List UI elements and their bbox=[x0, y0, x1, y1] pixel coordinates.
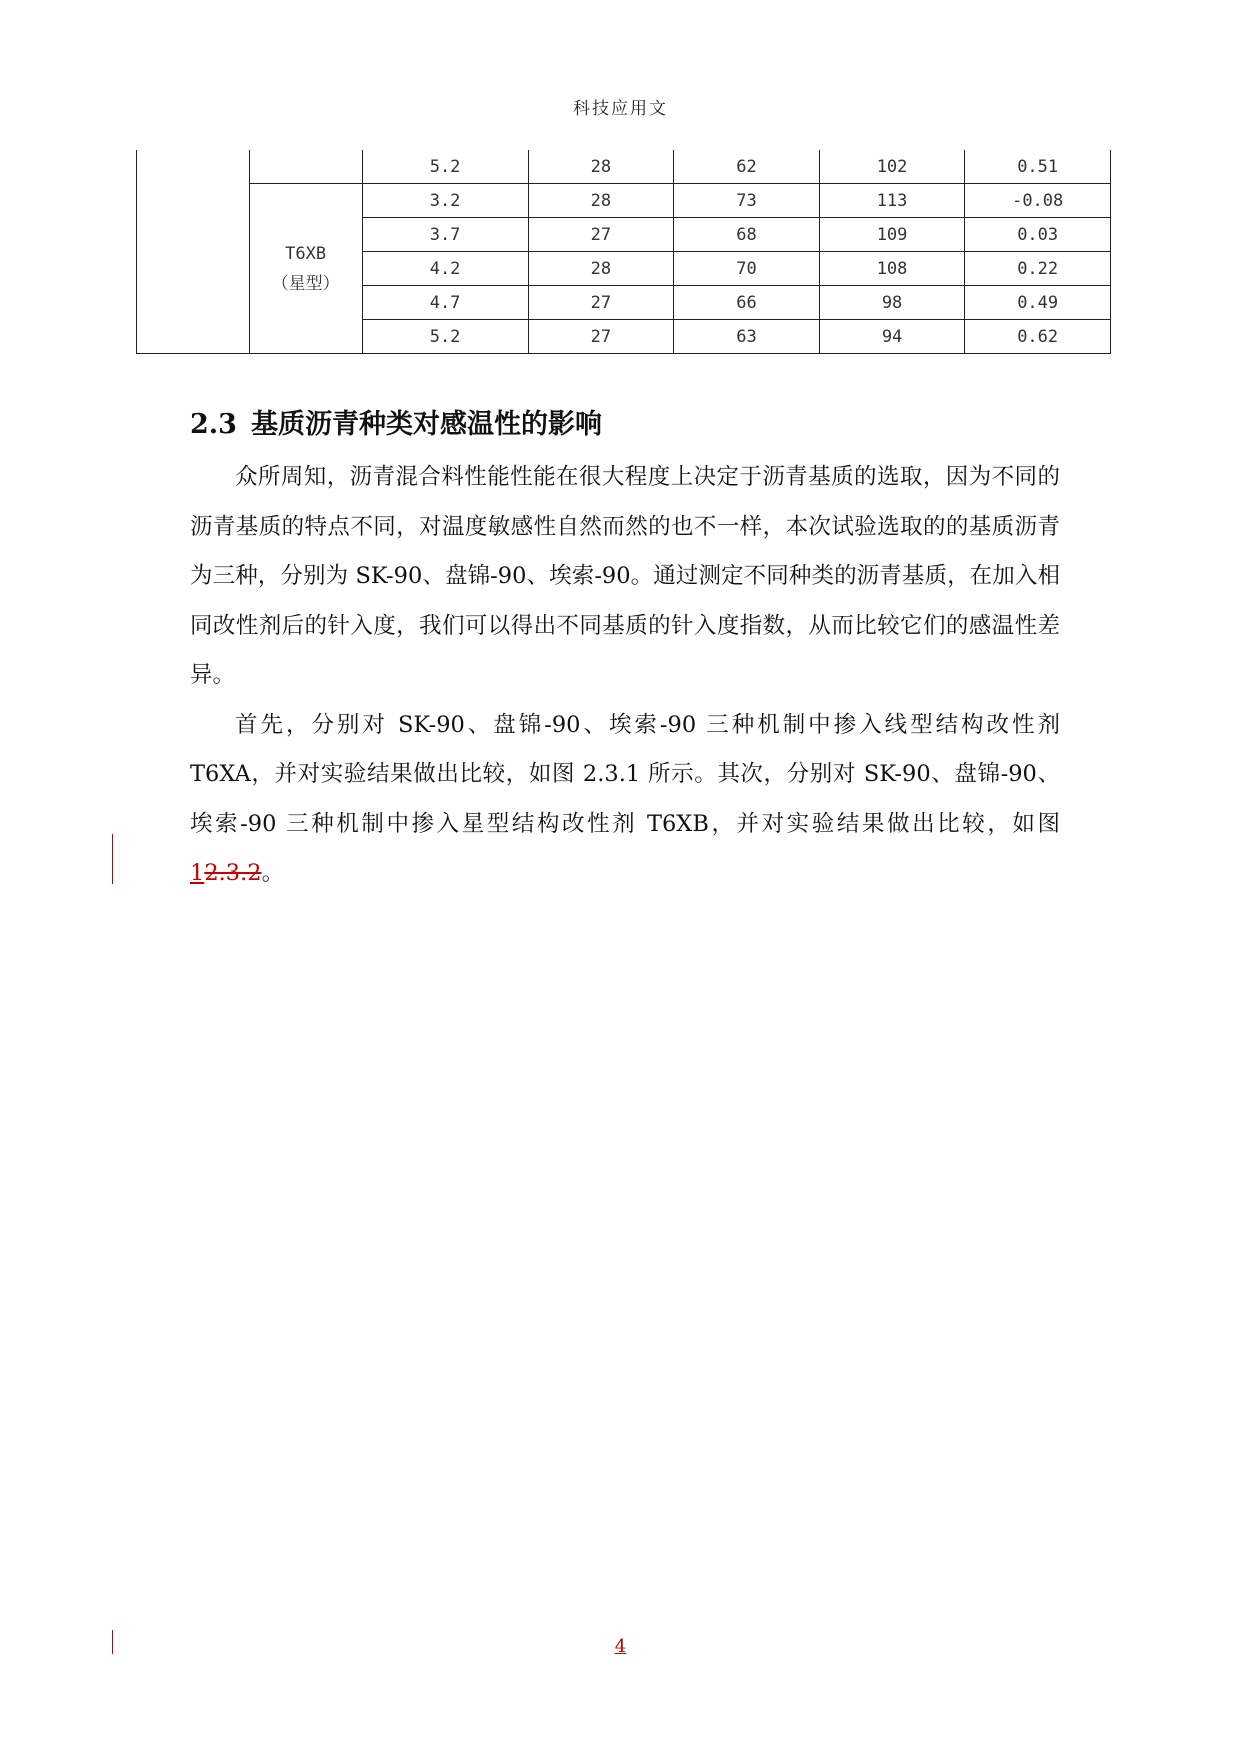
table-cell: 27 bbox=[528, 286, 674, 320]
revision-change-bar bbox=[112, 834, 113, 884]
table-cell: 109 bbox=[819, 218, 965, 252]
table-cell-base bbox=[137, 150, 250, 354]
paragraph-2-text: 首先，分别对 SK-90、盘锦-90、埃索-90 三种机制中掺入线型结构改性剂 T6XA，并对实验结果做出比较，如图 2.3.1 所示。其次，分别对 SK-90、盘锦-90、埃索-90 三种机制中掺入星型结构改性剂 T6XB，并对实验结果做出比较，如图 bbox=[190, 711, 1060, 837]
table-cell: 62 bbox=[674, 150, 820, 184]
table-cell: 66 bbox=[674, 286, 820, 320]
table-row bbox=[137, 184, 1111, 218]
table-cell: 63 bbox=[674, 320, 820, 354]
table-cell: 5.2 bbox=[362, 150, 528, 184]
group-label-line2: （星型） bbox=[271, 273, 340, 294]
revision-insertion: 1 bbox=[190, 860, 205, 886]
table-cell: 0.22 bbox=[965, 252, 1111, 286]
table-cell: 4.2 bbox=[362, 252, 528, 286]
table-cell: 3.7 bbox=[362, 218, 528, 252]
paragraph-2-end: 。 bbox=[261, 860, 285, 886]
table-cell: 70 bbox=[674, 252, 820, 286]
table-cell: 28 bbox=[528, 184, 674, 218]
table-cell: 98 bbox=[819, 286, 965, 320]
section-heading bbox=[190, 402, 602, 441]
table-cell: 28 bbox=[528, 252, 674, 286]
table-cell: -0.08 bbox=[965, 184, 1111, 218]
table-cell: 3.2 bbox=[362, 184, 528, 218]
table-cell: 94 bbox=[819, 320, 965, 354]
table-cell: 0.51 bbox=[965, 150, 1111, 184]
table-cell: 113 bbox=[819, 184, 965, 218]
table-cell: 108 bbox=[819, 252, 965, 286]
paragraph-2 bbox=[190, 701, 1060, 899]
group-label-line1: T6XB bbox=[285, 243, 327, 264]
table-cell: 68 bbox=[674, 218, 820, 252]
table-cell-group-label bbox=[249, 184, 362, 354]
table-cell: 0.03 bbox=[965, 218, 1111, 252]
results-table bbox=[136, 150, 1111, 354]
table-cell: 27 bbox=[528, 320, 674, 354]
table-cell: 0.62 bbox=[965, 320, 1111, 354]
table-cell: 5.2 bbox=[362, 320, 528, 354]
table-cell: 28 bbox=[528, 150, 674, 184]
table-cell-modifier bbox=[249, 150, 362, 184]
table-cell: 4.7 bbox=[362, 286, 528, 320]
table-cell: 73 bbox=[674, 184, 820, 218]
table-cell: 0.49 bbox=[965, 286, 1111, 320]
section-title: 基质沥青种类对感温性的影响 bbox=[250, 409, 602, 440]
table-row bbox=[137, 150, 1111, 184]
paragraph-1: 众所周知，沥青混合料性能性能在很大程度上决定于沥青基质的选取，因为不同的沥青基质的特点不同，对温度敏感性自然而然的也不一样，本次试验选取的的基质沥青为三种，分别为 SK-90、盘锦-90、埃索-90。通过测定不同种类的沥青基质，在加入相同改性剂后的针入度，我们可以得出不同基质的针入度指数，从而比较它们的感温性差异。 bbox=[190, 464, 1060, 688]
revision-deletion: 2.3.2 bbox=[204, 860, 262, 886]
body-text bbox=[190, 453, 1060, 899]
section-number: 2.3 bbox=[190, 409, 237, 440]
page-number: 4 bbox=[614, 1636, 627, 1657]
table-cell: 102 bbox=[819, 150, 965, 184]
page-header: 科技应用文 bbox=[573, 99, 668, 119]
table-cell: 27 bbox=[528, 218, 674, 252]
